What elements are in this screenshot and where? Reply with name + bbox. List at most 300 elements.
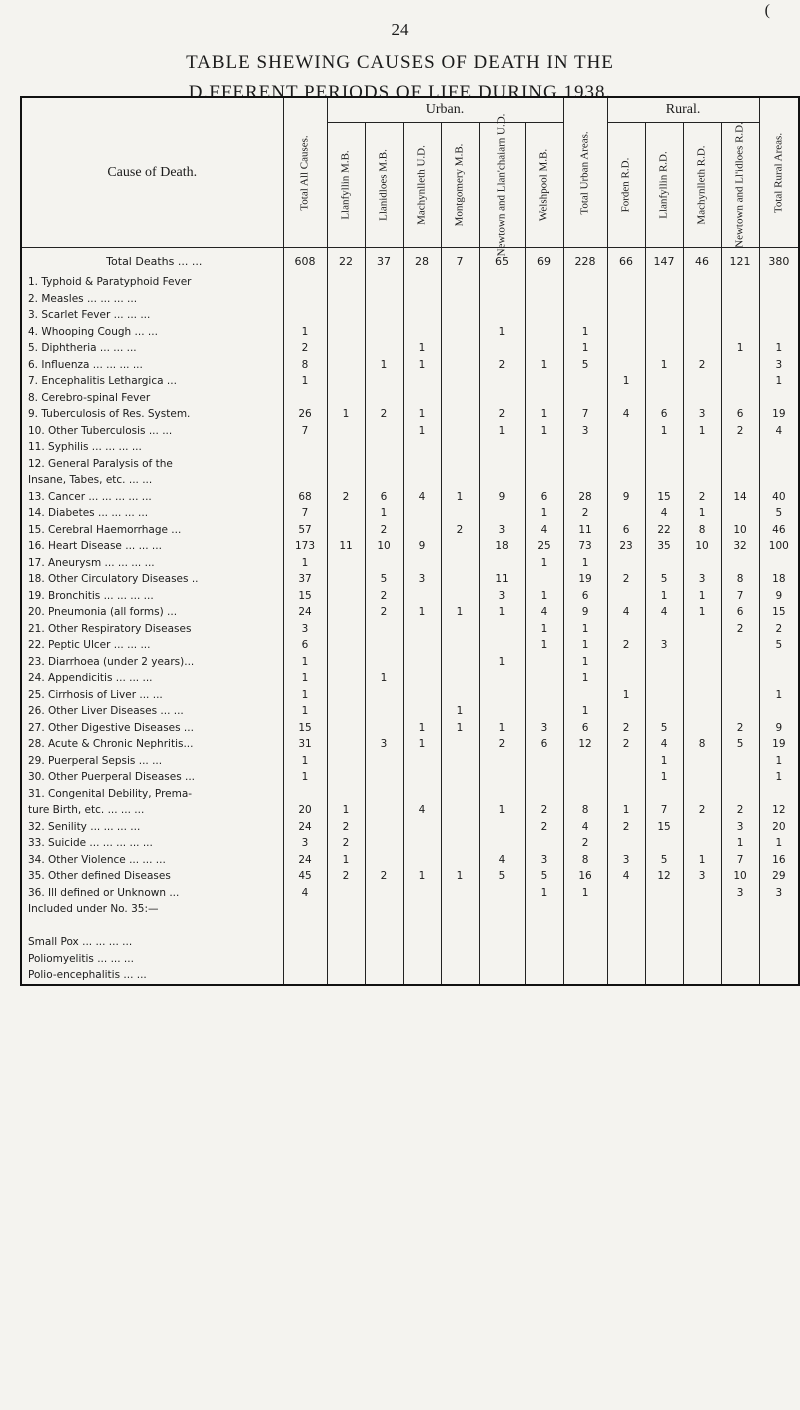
value-cell: 6 [607,522,645,539]
value-cell [721,291,759,308]
value-cell [645,307,683,324]
value-cell [441,472,479,489]
value-cell [645,291,683,308]
cause-cell: 36. Ill defined or Unknown ... [21,885,283,902]
value-cell [525,390,563,407]
value-cell: 11 [563,522,607,539]
table-row [21,423,799,440]
header-rural-col: Newtown and Ll'idloes R.D. [721,123,759,248]
value-cell [607,291,645,308]
value-cell [327,604,365,621]
cause-cell: 14. Diabetes ... ... ... ... [21,505,283,522]
table-row [21,670,799,687]
value-cell: 1 [607,687,645,704]
value-cell [645,373,683,390]
value-cell [365,637,403,654]
value-cell: 4 [525,604,563,621]
value-cell: 1 [683,505,721,522]
value-cell: 6 [721,604,759,621]
value-cell [441,456,479,473]
value-cell [403,555,441,572]
value-cell: 9 [759,588,799,605]
cause-cell: 10. Other Tuberculosis ... ... [21,423,283,440]
value-cell: 1 [479,604,525,621]
value-cell: 2 [525,819,563,836]
value-cell [607,703,645,720]
cause-cell: 16. Heart Disease ... ... ... [21,538,283,555]
value-cell [479,967,525,985]
value-cell [759,291,799,308]
value-cell [721,472,759,489]
value-cell [607,885,645,902]
value-cell [607,934,645,951]
value-cell [365,769,403,786]
value-cell: 1 [683,423,721,440]
value-cell [441,885,479,902]
value-cell: 4 [283,885,327,902]
cause-cell: 27. Other Digestive Diseases ... [21,720,283,737]
value-cell [365,786,403,803]
value-cell [683,786,721,803]
value-cell: 1 [479,423,525,440]
value-cell: 19 [563,571,607,588]
value-cell: 5 [525,868,563,885]
value-cell [479,703,525,720]
value-cell [721,703,759,720]
value-cell [683,835,721,852]
value-cell: 1 [721,340,759,357]
value-cell: 2 [479,736,525,753]
value-cell [525,571,563,588]
value-cell [327,588,365,605]
value-cell: 2 [607,637,645,654]
value-cell [403,885,441,902]
value-cell [759,555,799,572]
value-cell [403,373,441,390]
value-cell [479,819,525,836]
value-cell [327,786,365,803]
value-cell [327,274,365,291]
value-cell [327,654,365,671]
value-cell: 10 [683,538,721,555]
value-cell [607,423,645,440]
value-cell [441,340,479,357]
value-cell: 1 [327,406,365,423]
value-cell [645,472,683,489]
value-cell: 2 [525,802,563,819]
table-row [21,571,799,588]
value-cell [403,687,441,704]
value-cell [683,885,721,902]
value-cell [563,934,607,951]
value-cell: 2 [479,406,525,423]
value-cell: 19 [759,736,799,753]
value-cell [365,291,403,308]
value-cell: 28 [403,248,441,275]
value-cell [645,885,683,902]
value-cell [645,670,683,687]
header-cause: Cause of Death. [21,97,283,248]
value-cell [327,736,365,753]
value-cell: 5 [645,571,683,588]
value-cell: 7 [283,423,327,440]
value-cell: 2 [283,340,327,357]
value-cell [441,505,479,522]
value-cell [525,340,563,357]
value-cell: 1 [327,802,365,819]
value-cell: 608 [283,248,327,275]
value-cell: 2 [327,489,365,506]
value-cell [721,505,759,522]
value-cell: 2 [327,868,365,885]
table-row [21,588,799,605]
value-cell [403,588,441,605]
value-cell [721,654,759,671]
value-cell [607,835,645,852]
value-cell [645,555,683,572]
value-cell [441,621,479,638]
value-cell: 2 [563,835,607,852]
table-row [21,274,799,291]
value-cell: 2 [563,505,607,522]
value-cell [365,423,403,440]
value-cell [525,307,563,324]
value-cell: 9 [479,489,525,506]
value-cell: 15 [759,604,799,621]
value-cell [759,951,799,968]
value-cell: 28 [563,489,607,506]
table-row [21,868,799,885]
value-cell [441,786,479,803]
value-cell [645,324,683,341]
value-cell: 11 [479,571,525,588]
table-row [21,786,799,803]
value-cell: 3 [683,406,721,423]
value-cell: 228 [563,248,607,275]
value-cell: 3 [759,357,799,374]
value-cell: 1 [403,736,441,753]
value-cell [441,588,479,605]
value-cell [327,555,365,572]
value-cell [607,670,645,687]
value-cell: 46 [683,248,721,275]
value-cell [607,753,645,770]
value-cell: 22 [645,522,683,539]
value-cell [683,274,721,291]
value-cell: 3 [403,571,441,588]
cause-cell: 32. Senility ... ... ... ... [21,819,283,836]
value-cell: 1 [283,555,327,572]
value-cell [525,687,563,704]
value-cell: 1 [283,373,327,390]
value-cell [645,390,683,407]
value-cell [403,522,441,539]
value-cell [327,373,365,390]
value-cell [683,456,721,473]
value-cell: 8 [563,802,607,819]
value-cell: 1 [441,720,479,737]
value-cell [563,687,607,704]
value-cell [403,703,441,720]
value-cell [441,918,479,935]
value-cell [441,373,479,390]
header-rural-col: Machynlleth R.D. [683,123,721,248]
value-cell [525,786,563,803]
value-cell [563,390,607,407]
value-cell: 100 [759,538,799,555]
value-cell: 1 [365,670,403,687]
value-cell: 3 [479,522,525,539]
value-cell [365,934,403,951]
value-cell [563,901,607,918]
value-cell [607,340,645,357]
value-cell: 45 [283,868,327,885]
table-row [21,769,799,786]
value-cell: 1 [525,505,563,522]
cause-cell: 12. General Paralysis of the [21,456,283,473]
value-cell: 25 [525,538,563,555]
value-cell: 18 [759,571,799,588]
value-cell [327,324,365,341]
value-cell [721,687,759,704]
value-cell: 1 [525,637,563,654]
table-row [21,802,799,819]
value-cell: 9 [563,604,607,621]
value-cell: 1 [563,324,607,341]
value-cell: 9 [607,489,645,506]
value-cell: 16 [563,868,607,885]
value-cell: 65 [479,248,525,275]
cause-cell: Insane, Tabes, etc. ... ... [21,472,283,489]
value-cell: 66 [607,248,645,275]
value-cell: 3 [365,736,403,753]
value-cell: 5 [563,357,607,374]
table-row [21,291,799,308]
table-row [21,819,799,836]
value-cell: 6 [645,406,683,423]
value-cell [683,373,721,390]
value-cell [721,307,759,324]
value-cell: 4 [759,423,799,440]
value-cell: 2 [607,819,645,836]
value-cell [607,390,645,407]
value-cell: 1 [563,340,607,357]
causes-of-death-table [20,96,800,986]
value-cell: 1 [683,588,721,605]
title-line-2: D.FFERENT PERIODS OF LIFE DURING 1938. [188,82,612,103]
value-cell [283,390,327,407]
value-cell: 2 [365,522,403,539]
value-cell [365,390,403,407]
value-cell [759,307,799,324]
value-cell [365,340,403,357]
value-cell [479,621,525,638]
value-cell: 1 [645,753,683,770]
value-cell: 3 [525,852,563,869]
value-cell [607,357,645,374]
cause-cell: 15. Cerebral Haemorrhage ... [21,522,283,539]
value-cell: 6 [721,406,759,423]
value-cell [403,670,441,687]
table-body [21,248,799,985]
table-row [21,456,799,473]
table-row [21,604,799,621]
value-cell [327,456,365,473]
value-cell: 1 [563,555,607,572]
value-cell [683,637,721,654]
value-cell: 1 [283,654,327,671]
value-cell: 15 [645,819,683,836]
cause-cell: 22. Peptic Ulcer ... ... ... [21,637,283,654]
value-cell: 2 [721,423,759,440]
value-cell: 2 [721,720,759,737]
value-cell: 4 [403,489,441,506]
value-cell [683,291,721,308]
value-cell [721,274,759,291]
value-cell: 1 [365,505,403,522]
value-cell [403,654,441,671]
value-cell [683,555,721,572]
value-cell [721,753,759,770]
value-cell: 1 [479,720,525,737]
value-cell: 4 [563,819,607,836]
cause-cell: 9. Tuberculosis of Res. System. [21,406,283,423]
value-cell: 7 [645,802,683,819]
cause-cell: 24. Appendicitis ... ... ... [21,670,283,687]
value-cell [403,390,441,407]
table-row [21,489,799,506]
value-cell [525,918,563,935]
value-cell: 8 [563,852,607,869]
value-cell [365,654,403,671]
value-cell [441,439,479,456]
value-cell [563,769,607,786]
value-cell [327,571,365,588]
value-cell: 1 [283,324,327,341]
value-cell [645,934,683,951]
table-row [21,505,799,522]
value-cell [479,373,525,390]
value-cell [479,769,525,786]
value-cell [479,291,525,308]
value-cell [525,439,563,456]
value-cell: 32 [721,538,759,555]
value-cell [683,472,721,489]
value-cell [441,967,479,985]
value-cell [607,654,645,671]
value-cell: 19 [759,406,799,423]
value-cell: 3 [683,571,721,588]
value-cell: 1 [525,621,563,638]
value-cell [365,885,403,902]
value-cell: 1 [683,852,721,869]
value-cell [479,274,525,291]
value-cell [759,324,799,341]
value-cell [645,901,683,918]
value-cell [479,472,525,489]
value-cell: 4 [607,868,645,885]
value-cell [403,505,441,522]
value-cell [441,934,479,951]
table-row [21,373,799,390]
value-cell: 3 [721,819,759,836]
value-cell [441,406,479,423]
value-cell: 73 [563,538,607,555]
value-cell [607,324,645,341]
value-cell: 10 [721,868,759,885]
value-cell: 35 [645,538,683,555]
table-row [21,472,799,489]
value-cell [479,786,525,803]
value-cell [525,456,563,473]
value-cell: 2 [759,621,799,638]
value-cell [403,324,441,341]
header-total-all: Total All Causes. [283,97,327,248]
value-cell [441,769,479,786]
value-cell [721,951,759,968]
value-cell [327,901,365,918]
value-cell [607,951,645,968]
value-cell: 1 [645,769,683,786]
cause-cell: 13. Cancer ... ... ... ... ... [21,489,283,506]
value-cell: 5 [479,868,525,885]
value-cell [403,819,441,836]
value-cell [683,621,721,638]
table-row [21,687,799,704]
value-cell [365,456,403,473]
value-cell [563,439,607,456]
value-cell [479,307,525,324]
value-cell [721,670,759,687]
value-cell [283,307,327,324]
header-urban-col: Montgomery M.B. [441,123,479,248]
value-cell: 26 [283,406,327,423]
value-cell [759,786,799,803]
value-cell: 15 [645,489,683,506]
value-cell: 4 [479,852,525,869]
value-cell [283,472,327,489]
value-cell [403,274,441,291]
value-cell [365,307,403,324]
value-cell [759,390,799,407]
value-cell [479,505,525,522]
value-cell: 1 [759,687,799,704]
header-urban-col: Newtown and Llan'chaiarn U.D. [479,123,525,248]
value-cell: 1 [525,885,563,902]
value-cell: 2 [365,868,403,885]
value-cell: 12 [759,802,799,819]
value-cell [327,703,365,720]
value-cell [365,951,403,968]
value-cell [327,687,365,704]
value-cell [403,307,441,324]
value-cell: 1 [283,687,327,704]
value-cell: 1 [525,406,563,423]
value-cell [683,753,721,770]
value-cell: 14 [721,489,759,506]
value-cell: 5 [759,505,799,522]
value-cell: 10 [365,538,403,555]
value-cell [759,670,799,687]
value-cell: 22 [327,248,365,275]
value-cell [479,340,525,357]
value-cell [403,967,441,985]
value-cell: 1 [563,654,607,671]
value-cell: 5 [721,736,759,753]
value-cell [759,654,799,671]
table-row [21,390,799,407]
value-cell: 5 [645,720,683,737]
